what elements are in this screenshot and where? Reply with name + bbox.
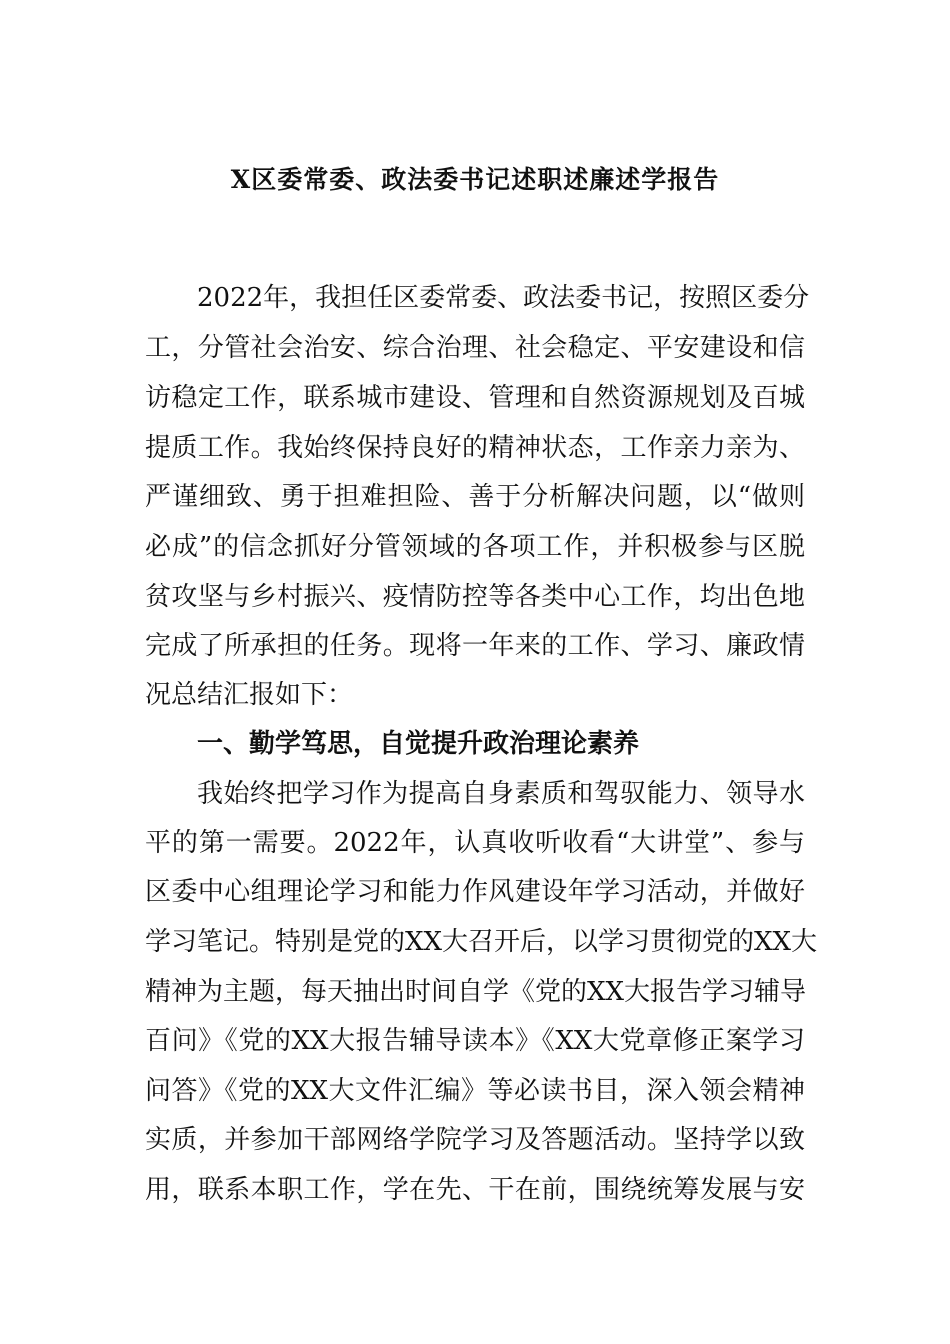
paragraph-line: 学习笔记。特别是党的XX大召开后，以学习贯彻党的XX大	[145, 927, 818, 957]
paragraph-line: 平的第一需要。2022年，认真收听收看“大讲堂”、参与	[145, 828, 805, 858]
paragraph-line: 精神为主题，每天抽出时间自学《党的XX大报告学习辅导	[145, 977, 807, 1007]
paragraph-line: 访稳定工作，联系城市建设、管理和自然资源规划及百城	[145, 383, 805, 413]
paragraph-line: 问答》《党的XX大文件汇编》等必读书目，深入领会精神	[145, 1076, 805, 1106]
paragraph-line: 严谨细致、勇于担难担险、善于分析解决问题，以“做则	[145, 482, 805, 512]
paragraph-line: 贫攻坚与乡村振兴、疫情防控等各类中心工作，均出色地	[145, 582, 805, 612]
paragraph-line: 区委中心组理论学习和能力作风建设年学习活动，并做好	[145, 877, 805, 907]
paragraph-line: 必成”的信念抓好分管领域的各项工作，并积极参与区脱	[145, 532, 805, 562]
paragraph-line: 百问》《党的XX大报告辅导读本》《XX大党章修正案学习	[145, 1026, 805, 1056]
document-title: X区委常委、政法委书记述职述廉述学报告	[230, 165, 720, 194]
paragraph-line: 工，分管社会治安、综合治理、社会稳定、平安建设和信	[145, 333, 805, 363]
paragraph-line: 完成了所承担的任务。现将一年来的工作、学习、廉政情	[145, 631, 805, 661]
paragraph-line: 2022年，我担任区委常委、政法委书记，按照区委分	[197, 283, 810, 313]
paragraph-line: 实质，并参加干部网络学院学习及答题活动。坚持学以致	[145, 1125, 805, 1155]
paragraph-line: 况总结汇报如下：	[145, 680, 354, 710]
section-heading: 一、勤学笃思，自觉提升政治理论素养	[197, 729, 640, 759]
paragraph-line: 提质工作。我始终保持良好的精神状态，工作亲力亲为、	[145, 433, 805, 463]
paragraph-line: 我始终把学习作为提高自身素质和驾驭能力、领导水	[197, 779, 805, 809]
paragraph-line: 用，联系本职工作，学在先、干在前，围绕统筹发展与安	[145, 1175, 805, 1205]
